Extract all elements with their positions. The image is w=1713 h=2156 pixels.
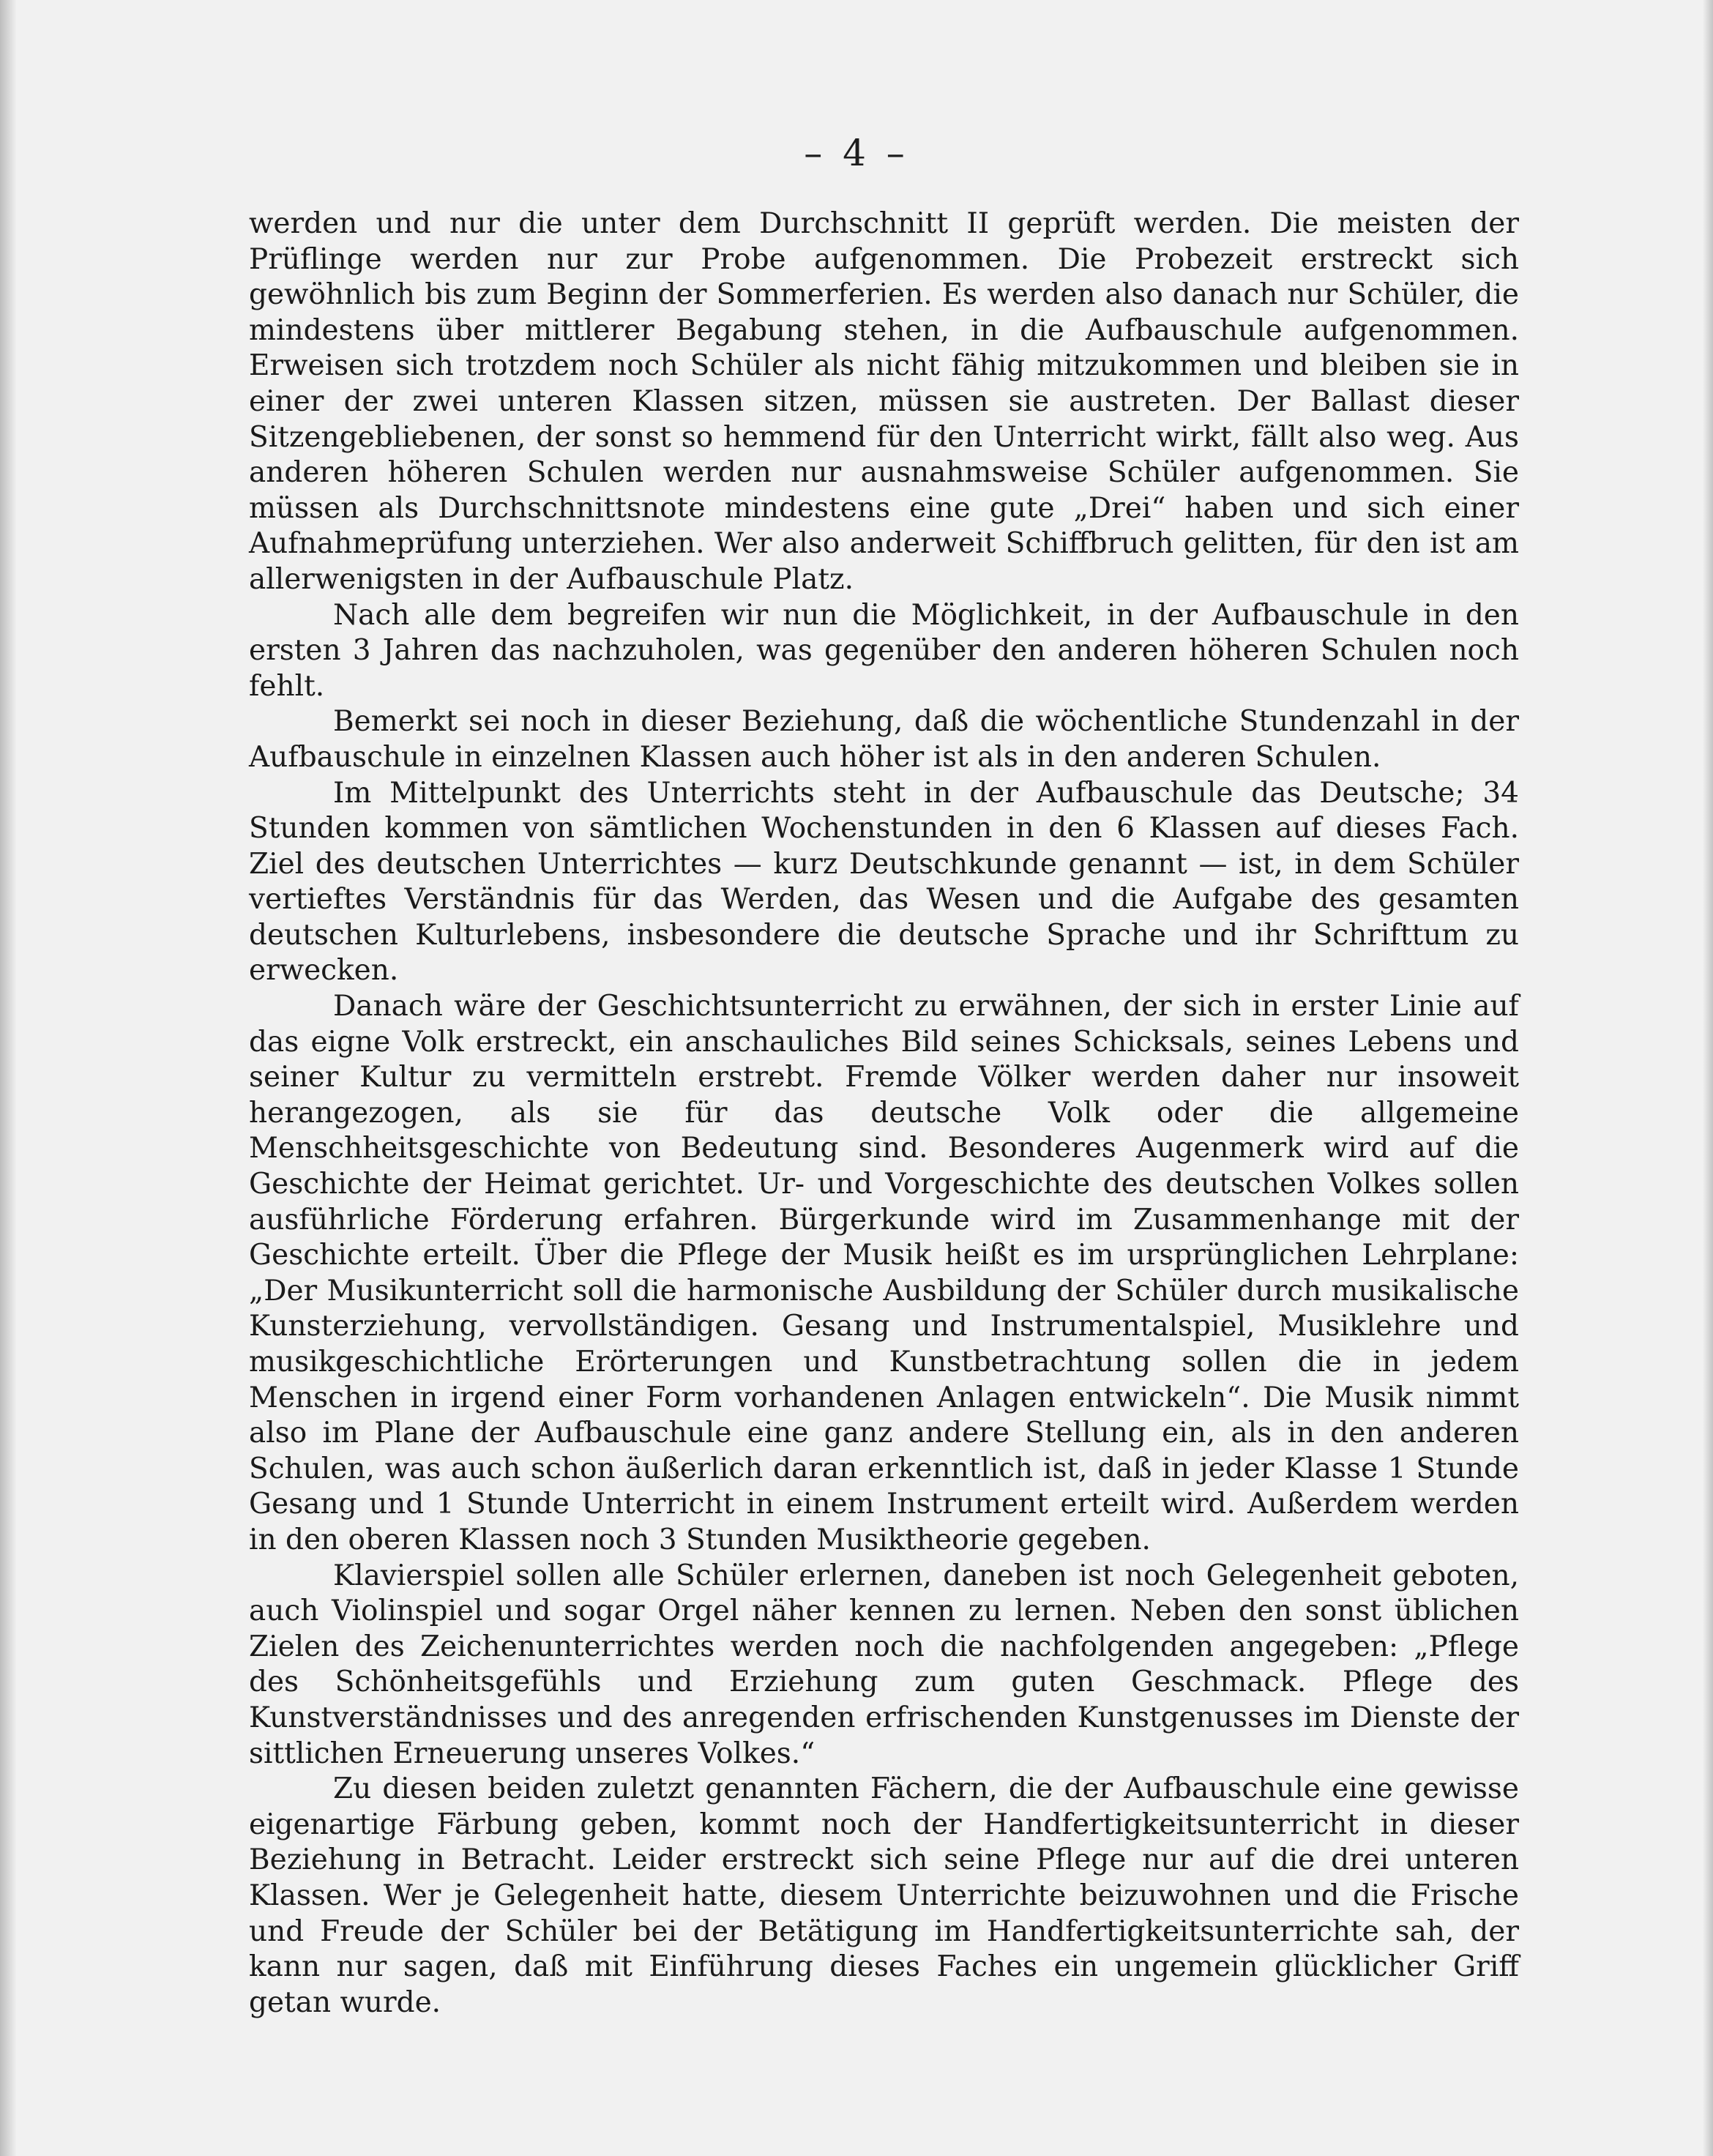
page-number: – 4 – bbox=[804, 132, 909, 174]
paragraph-4: Im Mittelpunkt des Unterrichts steht in der Aufbauschule das Deutsche; 34 Stunden kommen von sämtlichen Wochenstunden in den 6 Klassen auf dieses Fach. Ziel des deutschen Unterrichtes — kurz Deutschkunde genannt — ist, in dem Schüler vertieftes Verständnis für das Werden, das Wesen und die Aufgabe des gesamten deutschen Kulturlebens, insbesondere die deutsche Sprache und ihr Schrifttum zu erwecken. bbox=[249, 776, 1519, 988]
paragraph-5: Danach wäre der Geschichtsunterricht zu erwähnen, der sich in erster Linie auf das eigne Volk erstreckt, ein anschauliches Bild seines Schicksals, seines Lebens und seiner Kultur zu vermitteln erstrebt. Fremde Völker werden daher nur insoweit herangezogen, als sie für das deutsche Volk oder die allgemeine Menschheitsgeschichte von Bedeutung sind. Besonderes Augenmerk wird auf die Geschichte der Heimat gerichtet. Ur- und Vorgeschichte des deutschen Volkes sollen ausführliche Förderung erfahren. Bürgerkunde wird im Zusammenhange mit der Geschichte erteilt. Über die Pflege der Musik heißt es im ursprünglichen Lehrplane: „Der Musikunterricht soll die harmonische Ausbildung der Schüler durch musikalische Kunsterziehung, vervollständigen. Gesang und Instrumentalspiel, Musiklehre und musikgeschichtliche Erörterungen und Kunstbetrachtung sollen die in jedem Menschen in irgend einer Form vorhandenen Anlagen entwickeln“. Die Musik nimmt also im Plane der Aufbauschule eine ganz andere Stellung ein, als in den anderen Schulen, was auch schon äußerlich daran erkenntlich ist, daß in jeder Klasse 1 Stunde Gesang und 1 Stunde Unterricht in einem Instrument erteilt wird. Außerdem werden in den oberen Klassen noch 3 Stunden Musiktheorie gegeben. bbox=[249, 990, 1519, 1556]
paragraph-7: Zu diesen beiden zuletzt genannten Fächern, die der Aufbauschule eine gewisse eigenartige Färbung geben, kommt noch der Handfertigkeitsunterricht in dieser Beziehung in Betracht. Leider erstreckt sich seine Pflege nur auf die drei unteren Klassen. Wer je Gelegenheit hatte, diesem Unterrichte beizuwohnen und die Frische und Freude der Schüler bei der Betätigung im Handfertigkeitsunterrichte sah, der kann nur sagen, daß mit Einführung dieses Faches ein ungemein glücklicher Griff getan wurde. bbox=[249, 1772, 1519, 2019]
left-page-shadow bbox=[0, 0, 16, 2156]
paragraph-3: Bemerkt sei noch in dieser Beziehung, daß die wöchentliche Stundenzahl in der Aufbauschule in einzelnen Klassen auch höher ist als in den anderen Schulen. bbox=[249, 705, 1519, 774]
body-text bbox=[249, 206, 1519, 2021]
paragraph-1: werden und nur die unter dem Durchschnitt II geprüft werden. Die meisten der Prüflinge werden nur zur Probe aufgenommen. Die Probezeit erstreckt sich gewöhnlich bis zum Beginn der Sommerferien. Es werden also danach nur Schüler, die mindestens über mittlerer Begabung stehen, in die Aufbauschule aufgenommen. Erweisen sich trotzdem noch Schüler als nicht fähig mitzukommen und bleiben sie in einer der zwei unteren Klassen sitzen, müssen sie austreten. Der Ballast dieser Sitzengebliebenen, der sonst so hemmend für den Unterricht wirkt, fällt also weg. Aus anderen höheren Schulen werden nur ausnahmsweise Schüler aufgenommen. Sie müssen als Durchschnittsnote mindestens eine gute „Drei“ haben und sich einer Aufnahmeprüfung unterziehen. Wer also anderweit Schiffbruch gelitten, für den ist am allerwenigsten in der Aufbauschule Platz. bbox=[249, 207, 1519, 596]
right-page-shadow bbox=[1703, 0, 1713, 2156]
paragraph-2: Nach alle dem begreifen wir nun die Möglichkeit, in der Aufbauschule in den ersten 3 Jahren das nachzuholen, was gegenüber den anderen höheren Schulen noch fehlt. bbox=[249, 598, 1519, 703]
paragraph-6: Klavierspiel sollen alle Schüler erlernen, daneben ist noch Gelegenheit geboten, auch Violinspiel und sogar Orgel näher kennen zu lernen. Neben den sonst üblichen Zielen des Zeichenunterrichtes werden noch die nachfolgenden angegeben: „Pflege des Schönheitsgefühls und Erziehung zum guten Geschmack. Pflege des Kunstverständnisses und des anregenden erfrischenden Kunstgenusses im Dienste der sittlichen Erneuerung unseres Volkes.“ bbox=[249, 1559, 1519, 1770]
